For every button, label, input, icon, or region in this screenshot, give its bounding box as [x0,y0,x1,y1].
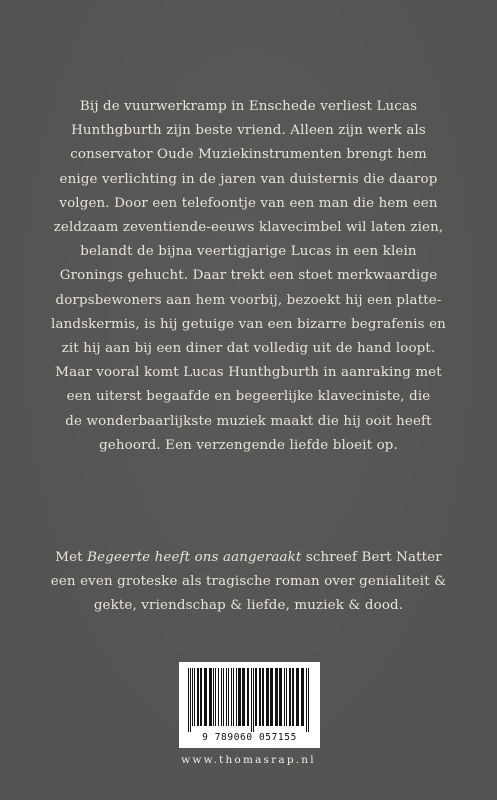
barcode-number: 9 789060 057155 [202,732,297,743]
closing-line-1 [40,546,457,570]
barcode [179,662,320,748]
blurb-text [40,95,457,458]
blurb-line: volgen. Door een telefoontje van een man die hem een [59,195,438,211]
barcode-bars [185,668,314,732]
blurb-line: zeldzaam zeventiende-eeuws klavecimbel wil laten zien, [53,220,444,236]
blurb-line: Hunthgburth zijn beste vriend. Alleen zijn werk als [71,123,426,139]
closing-suffix: schreef Bert Natter [301,550,442,565]
blurb-line: Maar vooral komt Lucas Hunthgburth in aanraking met [55,365,442,381]
blurb-line: een uiterst begaafde en begeerlijke klaveciniste, die [66,389,431,405]
blurb-line: gehoord. Een verzengende liefde bloeit op. [99,437,398,453]
blurb-line: belandt de bijna veertigjarige Lucas in een klein [80,244,417,260]
closing-prefix: Met [55,550,88,565]
blurb-line: landskermis, is hij getuige van een bizarre begrafenis en [51,316,446,332]
book-title: Begeerte heeft ons aangeraakt [87,550,302,565]
blurb-line: Gronings gehucht. Daar trekt een stoet merkwaardige [59,268,438,284]
blurb-line: Bij de vuurwerkramp in Enschede verliest Lucas [79,99,418,114]
blurb-line: zit hij aan bij een diner dat volledig uit de hand loopt. [61,341,436,357]
closing-text [40,546,457,619]
blurb-line: de wonderbaarlijkste muziek maakt die hij ooit heeft [65,413,432,429]
blurb-line: dorpsbewoners aan hem voorbij, bezoekt hij een platte- [55,292,442,308]
publisher-website: www.thomasrap.nl [181,754,316,766]
closing-line-3: gekte, vriendschap & liefde, muziek & dood. [93,598,404,614]
blurb-line: enige verlichting in de jaren van duisternis die daarop [59,171,438,187]
closing-line-2: een even groteske als tragische roman over genialiteit & [50,574,447,590]
blurb-line: conservator Oude Muziekinstrumenten brengt hem [70,147,427,163]
